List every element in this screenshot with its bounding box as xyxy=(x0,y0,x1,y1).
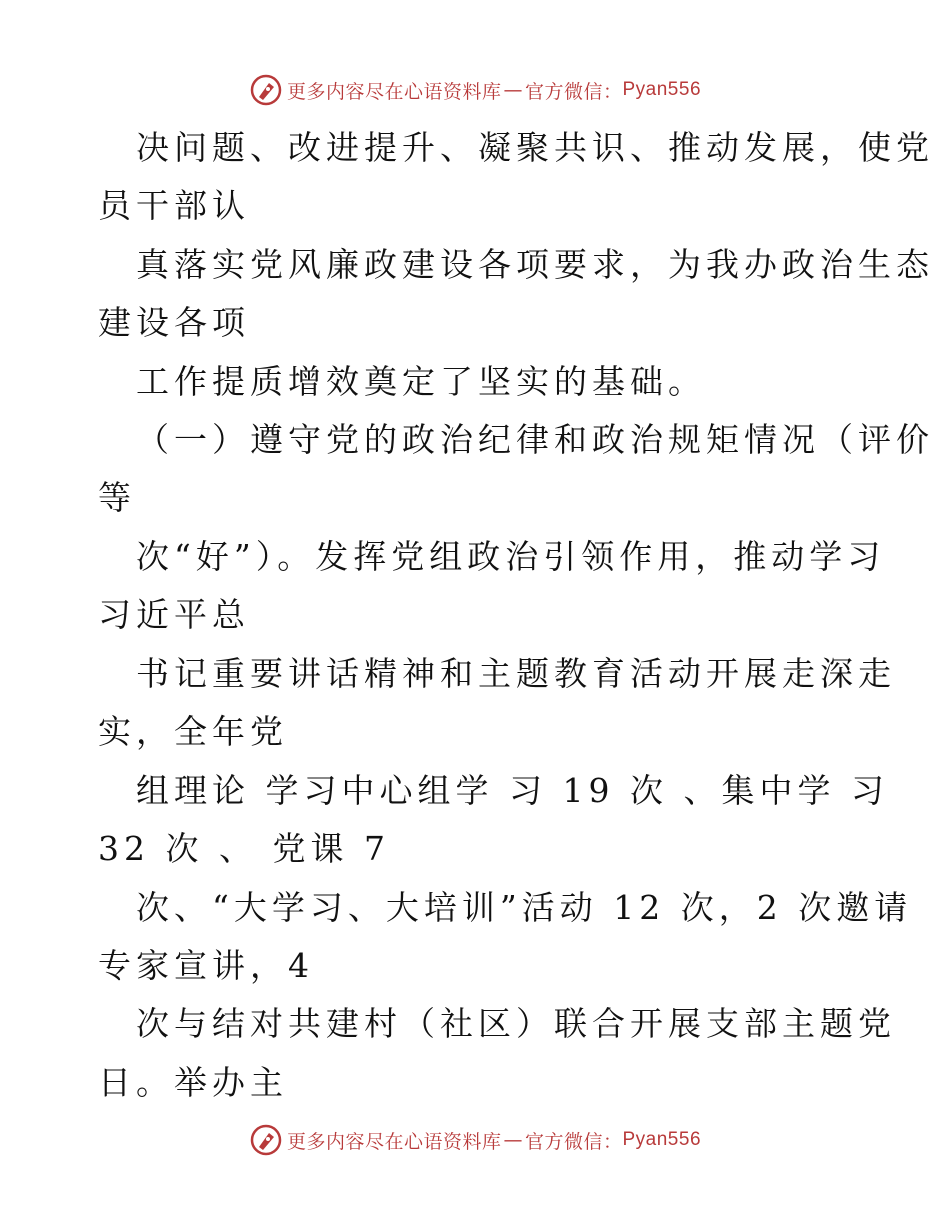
text-line: （一）遵守党的政治纪律和政治规矩情况（评价 xyxy=(136,420,934,459)
watermark-brand: 更多内容尽在心语资料库 xyxy=(286,1130,502,1153)
watermark-footer xyxy=(0,1120,950,1160)
text-line: 日。举办主 xyxy=(98,1063,288,1102)
watermark-handle: Pyan556 xyxy=(622,1129,702,1150)
text-line: 决问题、改进提升、凝聚共识、推动发展，使党 xyxy=(136,128,934,167)
text-line: 等 xyxy=(98,478,136,517)
watermark-separator: — xyxy=(503,79,523,101)
watermark-label: 官方微信： xyxy=(524,80,623,103)
watermark-header xyxy=(0,70,950,110)
text-line: 习近平总 xyxy=(98,595,250,634)
text-line: 次、“大学习、大培训”活动 12 次，2 次邀请 xyxy=(136,888,913,927)
watermark-brand: 更多内容尽在心语资料库 xyxy=(286,80,502,103)
text-line: 组理论 学习中心组学 习 19 次 、集中学 习 xyxy=(136,771,889,810)
text-line: 次“好”）。发挥党组政治引领作用，推动学习 xyxy=(136,537,886,576)
pen-nib-icon xyxy=(249,73,283,107)
text-line: 真落实党风廉政建设各项要求，为我办政治生态 xyxy=(136,245,934,284)
text-line: 次与结对共建村（社区）联合开展支部主题党 xyxy=(136,1004,896,1043)
watermark-label: 官方微信： xyxy=(524,1130,623,1153)
text-line: 实，全年党 xyxy=(98,712,288,751)
pen-nib-icon xyxy=(249,1123,283,1157)
watermark-separator: — xyxy=(503,1129,523,1151)
text-line: 工作提质增效奠定了坚实的基础。 xyxy=(136,362,706,401)
text-line: 员干部认 xyxy=(98,186,250,225)
text-line: 书记重要讲话精神和主题教育活动开展走深走 xyxy=(136,654,896,693)
text-line: 建设各项 xyxy=(98,303,250,342)
watermark-handle: Pyan556 xyxy=(622,79,702,100)
text-line: 专家宣讲，4 xyxy=(98,946,314,985)
text-line: 32 次 、 党课 7 xyxy=(98,829,390,868)
